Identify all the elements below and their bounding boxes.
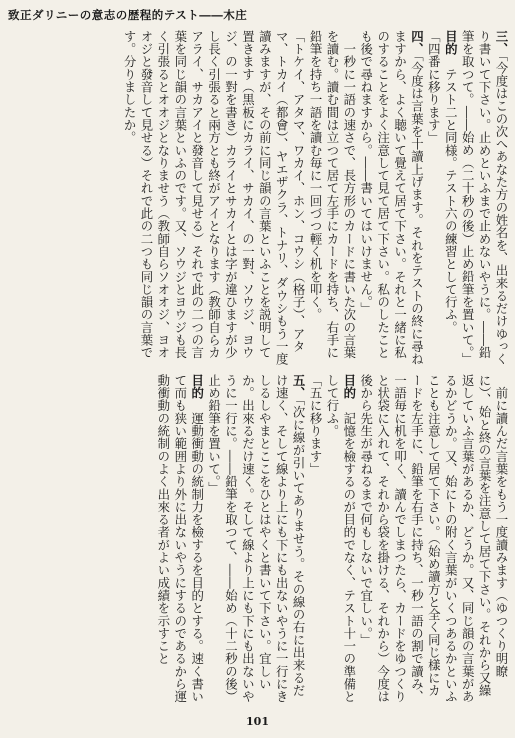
section-label: 目的 bbox=[443, 30, 459, 56]
section-label: 三、 bbox=[494, 30, 509, 56]
paragraph-text: 「次に線が引いてありませう。その線の右に出来るだけ速く、そして線より上にも下にも出ないやうに一行にきしるしやまとここをひとはやくと書いて下さい。宜しいか。出來るだけ速く。そして線より上にも下にも出ないやうに一行に。――鉛筆を取つて、――始め（十二秒の後）止め鉛筆を置いて。」 bbox=[206, 374, 307, 703]
paragraph-reading-again bbox=[357, 374, 509, 704]
paragraph-text: 「四番に移ります」 bbox=[426, 30, 442, 144]
paragraph-purpose-4 bbox=[323, 374, 357, 704]
paragraph-text: テスト二と同様。テスト六の練習として行ふ。 bbox=[443, 67, 459, 334]
section-label: 四、 bbox=[409, 30, 425, 56]
running-header: 致正ダリニーの意志の歴程的テスト――木庄 bbox=[8, 8, 248, 22]
paragraph-text: 「トケイ、アタマ、ワカイ、ホン、コウシ（格子）、アタマ、トカイ（都會）、ヤエザクラ、トナリ、ダウシもう一度讀みますが、その前に同じ韻の言葉といふことを説明して置きます（黒板にカライ、サカイ、の一對、ソウジ、ヨウジ、の一對を書き）カライとサカイとは字が違ひますが少し長く引張ると兩方とも終がアイとなります（教師自らカアライ、サカアイと發音して見せる）それで此の二つの言葉を同じ韻の言葉といふのです。又、ソウジとヨウジも長く引張るとオオジとなりませう（教師自らソオオジ、ヨオオジと發音して見せる）それで此の二つも同じ韻の言葉です。分りましたか。 bbox=[122, 30, 307, 366]
section-label: 目的 bbox=[341, 374, 357, 400]
paragraph-test-3 bbox=[458, 30, 509, 368]
paragraph-word-list bbox=[120, 30, 306, 368]
paragraph-text: 「今度はこの次へあなた方の姓名を、出来るだけゆっくり書いて下さい。止めといふまで止めないやうに。――鉛筆を取つて。――始め（二十秒の後）止め鉛筆を置いて。」 bbox=[460, 30, 509, 366]
paragraph-text: 一秒に一語の速さで、長方形のカードに書いた次の言葉を讀む。讀む間は立つて居て左手にカードを持ち、右手に鉛筆を持ち一語を讀む毎に一回づつ輕く机を叩く。 bbox=[308, 30, 357, 359]
paragraph-test-5 bbox=[205, 374, 306, 704]
section-label: 五、 bbox=[291, 374, 307, 400]
paragraph-test-4 bbox=[357, 30, 425, 368]
paragraph-text: 前に讀んだ言葉をもう一度讀みます（ゆつくり明瞭に）、始と終の言葉を注意して居て下さい。それから又繰返していふ言葉があるか、どうか。又、同じ韻の言葉があるかどうか。又、始にトの附く言葉がいくつあるかといふことも注意して居て下さい。（始め讀方と全く同じ樣にカードを左手に、鉛筆を右手に持ち、一秒一語の割で讀み、一語毎に机を叩く、讀んでしまつたら、カードをゆつくりと状袋に入れて、それから袋を掛ける、それから）今度は後から先生が尋ねるまで何もしないで宜しい。」 bbox=[358, 374, 509, 703]
paragraph-purpose-5 bbox=[154, 374, 205, 704]
paragraph-purpose-3 bbox=[441, 30, 458, 368]
section-label: 目的 bbox=[189, 374, 205, 400]
paragraph-text: 「五に移ります」 bbox=[308, 374, 324, 476]
lower-text-column bbox=[9, 374, 509, 704]
page-number: 101 bbox=[246, 715, 269, 728]
paragraph-instruction bbox=[306, 30, 357, 368]
paragraph-text: 記憶を檢するのが目的でなく、テスト十一の準備として行ふ。 bbox=[324, 374, 357, 703]
paragraph-move-4 bbox=[424, 30, 441, 368]
paragraph-text: 「今度は言葉を十讀上げます。それをテストの終に尋ねますから、よく聴いて覺えて居て下さい。それと一緒に私のすることをよく注意して見て居て下さい。私のしたことも後で尋ねますから。――書いてはいけません。」 bbox=[358, 30, 425, 366]
paragraph-move-5 bbox=[306, 374, 323, 704]
upper-text-column bbox=[9, 30, 509, 368]
paragraph-text: 運動衝動の統制力を檢するを目的とする。速く書いて而も狭い範囲より外に出ないやうにするのであるから運動衝動の統制のよく出來る者がよい成績を示すこと bbox=[155, 374, 205, 703]
